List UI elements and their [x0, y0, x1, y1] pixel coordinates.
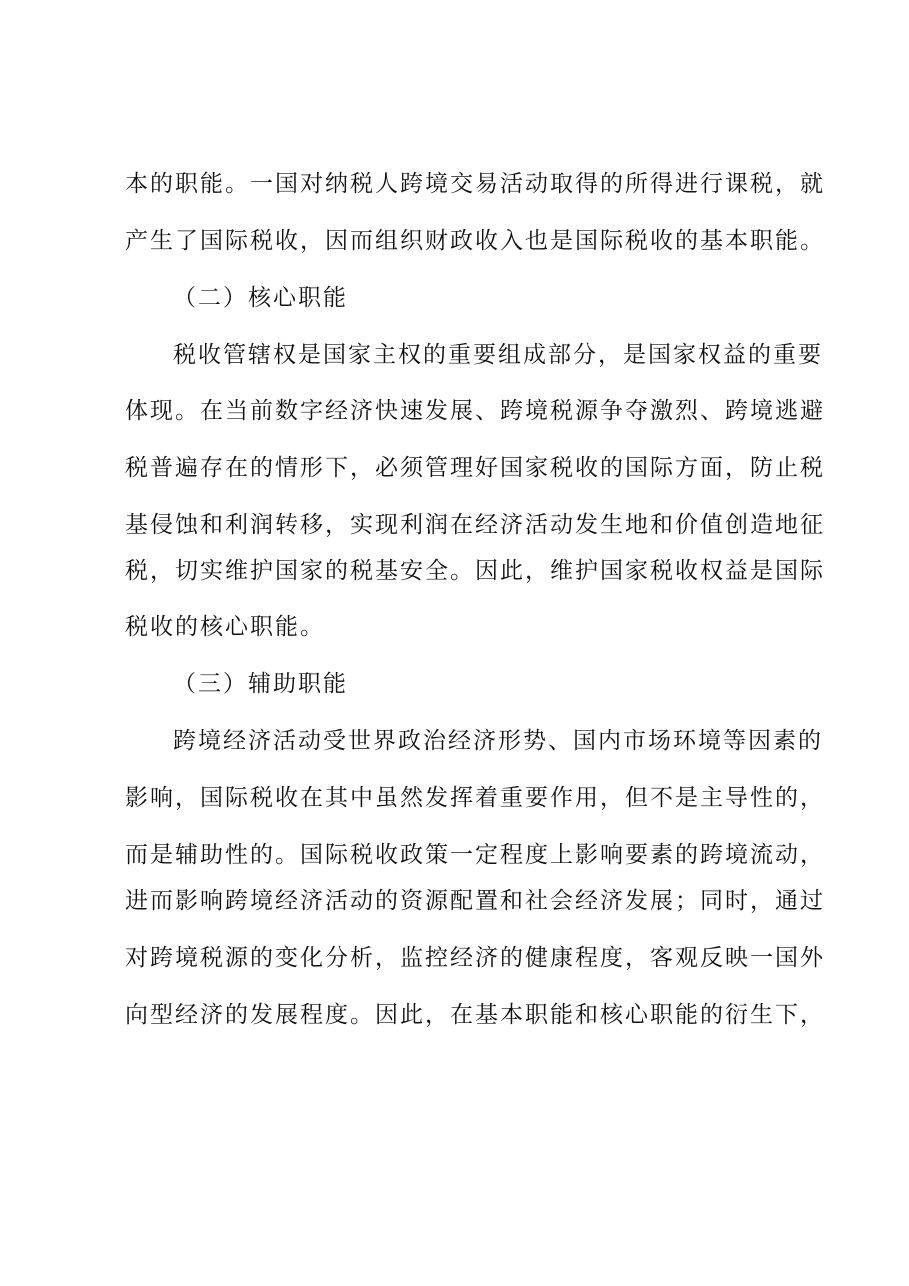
text-line: 进而影响跨境经济活动的资源配置和社会经济发展；同时，通过 [125, 888, 825, 914]
text-line: 体现。在当前数字经济快速发展、跨境税源争夺激烈、跨境逃避 [125, 398, 825, 424]
text-line: 基侵蚀和利润转移，实现利润在经济活动发生地和价值创造地征 [125, 512, 825, 538]
paragraph-start: 税收管辖权是国家主权的重要组成部分，是国家权益的重要 [173, 342, 823, 368]
text-line: 本的职能。一国对纳税人跨境交易活动取得的所得进行课税，就 [125, 171, 825, 197]
text-line: 对跨境税源的变化分析，监控经济的健康程度，客观反映一国外 [125, 945, 825, 971]
section-heading: （二）核心职能 [173, 285, 348, 311]
text-line: 产生了国际税收，因而组织财政收入也是国际税收的基本职能。 [125, 228, 825, 254]
text-line: 税普遍存在的情形下，必须管理好国家税收的国际方面，防止税 [125, 455, 825, 481]
text-line: 影响，国际税收在其中虽然发挥着重要作用，但不是主导性的， [125, 785, 825, 811]
text-line: 税收的核心职能。 [125, 614, 325, 640]
text-line: 向型经济的发展程度。因此，在基本职能和核心职能的衍生下， [125, 1002, 825, 1028]
text-line: 税，切实维护国家的税基安全。因此，维护国家税收权益是国际 [125, 558, 825, 584]
paragraph-start: 跨境经济活动受世界政治经济形势、国内市场环境等因素的 [173, 728, 823, 754]
text-line: 而是辅助性的。国际税收政策一定程度上影响要素的跨境流动， [125, 842, 825, 868]
section-heading: （三）辅助职能 [173, 671, 348, 697]
